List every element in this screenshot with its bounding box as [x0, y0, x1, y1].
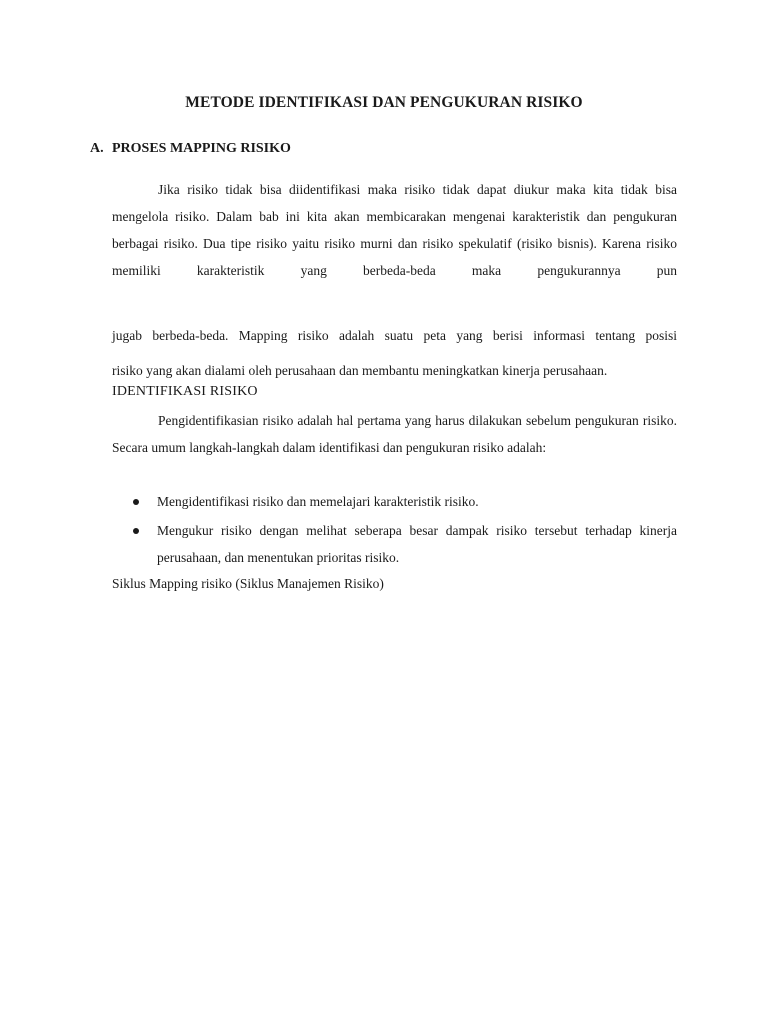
section-a-paragraph-2 [112, 318, 677, 388]
section-a-heading [90, 141, 291, 157]
section-b-paragraph: Pengidentifikasian risiko adalah hal pertama yang harus dilakukan sebelum pengukuran risiko. Secara umum langkah-langkah dalam identifikasi dan pengukuran risiko adalah: [112, 413, 677, 455]
section-a-paragraph-2-line-1: jugab berbeda-beda. Mapping risiko adalah suatu peta yang berisi informasi tentang posisi [112, 328, 677, 343]
steps-list [112, 488, 677, 573]
section-a-paragraph-1: Jika risiko tidak bisa diidentifikasi maka risiko tidak dapat diukur maka kita tidak bisa mengelola risiko. Dalam bab ini kita akan membicarakan mengenai karakteristik dan pengukuran berbagai risiko. Dua tipe risiko yaitu risiko murni dan risiko spekulatif (risiko bisnis). Karena risiko memiliki karakteristik yang berbeda-beda maka pengukurannya pun [112, 181, 677, 278]
document-title: METODE IDENTIFIKASI DAN PENGUKURAN RISIKO [185, 94, 583, 111]
list-item [112, 517, 677, 571]
bullet-icon [133, 499, 139, 505]
figure-caption: Siklus Mapping risiko (Siklus Manajemen Risiko) [112, 576, 384, 591]
section-a-paragraph-2-line-2: risiko yang akan dialami oleh perusahaan dan membantu meningkatkan kinerja perusahaan. [112, 363, 608, 378]
list-item [112, 488, 677, 515]
list-item-text: Mengidentifikasi risiko dan memelajari karakteristik risiko. [157, 494, 479, 509]
section-a-heading-text: PROSES MAPPING RISIKO [112, 141, 291, 156]
section-b-heading: IDENTIFIKASI RISIKO [112, 384, 258, 399]
section-a-marker: A. [90, 141, 104, 156]
bullet-icon [133, 528, 139, 534]
list-item-text: Mengukur risiko dengan melihat seberapa besar dampak risiko tersebut terhadap kinerja perusahaan, dan menentukan prioritas risiko. [157, 523, 677, 565]
